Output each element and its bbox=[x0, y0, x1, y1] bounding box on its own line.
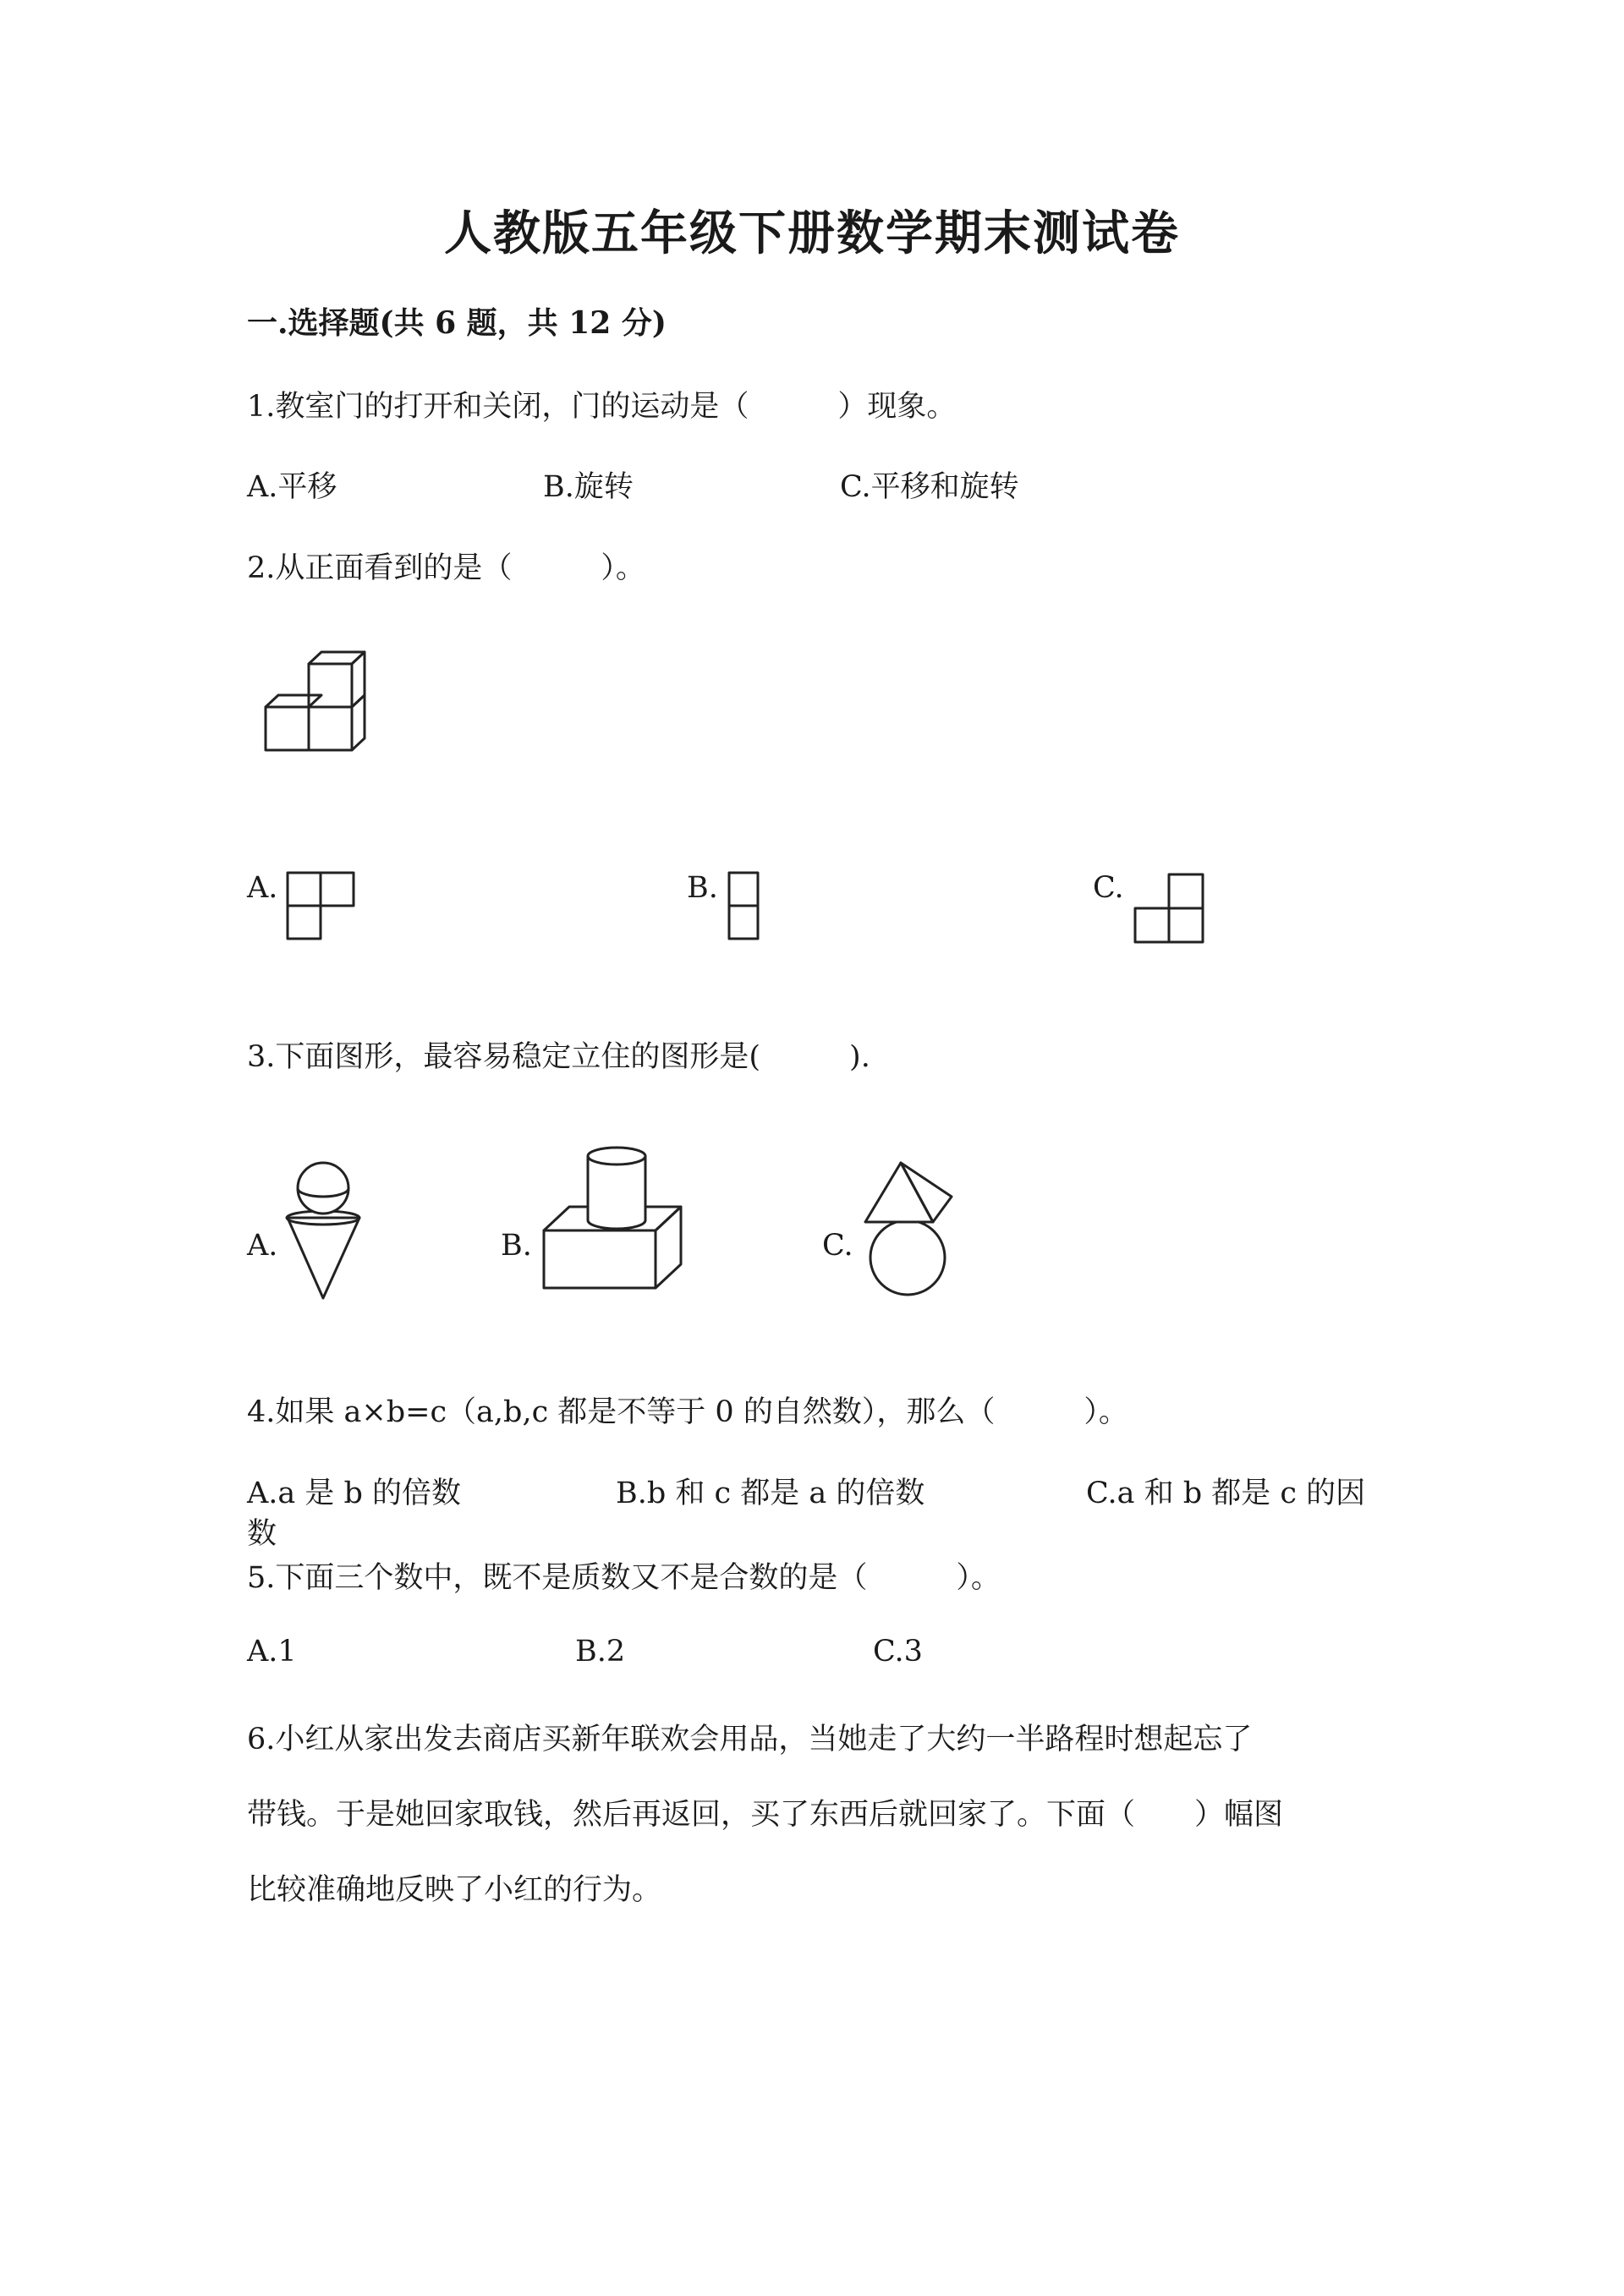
question-5-text: 5.下面三个数中，既不是质数又不是合数的是（ ）。 bbox=[247, 1561, 1001, 1595]
q2-option-a-view-icon bbox=[286, 871, 355, 942]
question-3-text: 3.下面图形，最容易稳定立住的图形是( ). bbox=[247, 1040, 870, 1074]
q5-option-c: C.3 bbox=[873, 1635, 923, 1669]
q4-option-b: B.b 和 c 都是 a 的倍数 bbox=[616, 1477, 925, 1510]
question-2-text: 2.从正面看到的是（ ）。 bbox=[247, 551, 645, 585]
question-6-line-1: 6.小红从家出发去商店买新年联欢会用品，当她走了大约一半路程时想起忘了 bbox=[247, 1723, 1253, 1756]
question-6-line-2: 带钱。于是她回家取钱，然后再返回，买了东西后就回家了。下面（ ）幅图 bbox=[247, 1798, 1284, 1832]
q1-option-b: B.旋转 bbox=[543, 470, 634, 504]
q3-option-a: A. bbox=[247, 1229, 278, 1263]
question-1-text: 1.教室门的打开和关闭，门的运动是（ ）现象。 bbox=[247, 390, 957, 424]
q5-option-b: B.2 bbox=[575, 1635, 626, 1669]
q2-option-a: A. bbox=[247, 871, 278, 905]
q4-option-c: C.a 和 b 都是 c 的因 bbox=[1086, 1477, 1366, 1510]
page-title: 人教版五年级下册数学期末测试卷 bbox=[444, 205, 1180, 261]
q3-option-c: C. bbox=[822, 1229, 853, 1263]
q4-option-c-wrap: 数 bbox=[247, 1517, 277, 1551]
question-6-line-3: 比较准确地反映了小红的行为。 bbox=[247, 1873, 662, 1907]
q1-option-a: A.平移 bbox=[247, 470, 337, 504]
ball-on-cone-icon bbox=[283, 1146, 368, 1302]
cone-on-ball-icon bbox=[859, 1154, 960, 1302]
q2-option-b-view-icon bbox=[727, 871, 761, 942]
q2-option-c-view-icon bbox=[1132, 871, 1206, 944]
q1-option-c: C.平移和旋转 bbox=[840, 470, 1019, 504]
q4-option-a: A.a 是 b 的倍数 bbox=[247, 1477, 462, 1510]
q5-option-a: A.1 bbox=[247, 1635, 297, 1669]
q2-option-b: B. bbox=[687, 871, 718, 905]
cylinder-on-box-icon bbox=[541, 1146, 689, 1298]
q2-option-c: C. bbox=[1093, 871, 1124, 905]
section-heading: 一.选择题(共 6 题，共 12 分) bbox=[247, 305, 667, 341]
q3-option-b: B. bbox=[501, 1229, 532, 1263]
stacked-cubes-icon bbox=[262, 660, 389, 770]
question-4-text: 4.如果 a×b=c（a,b,c 都是不等于 0 的自然数），那么（ ）。 bbox=[247, 1395, 1128, 1429]
